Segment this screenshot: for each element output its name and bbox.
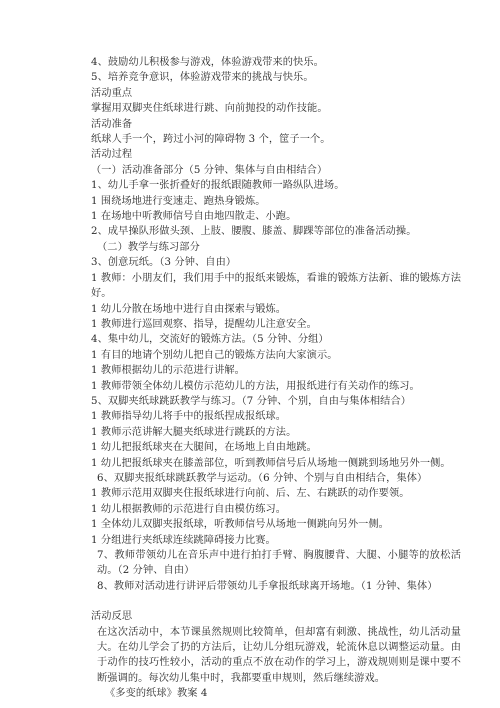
text-line: 1 教师根据幼儿的示范进行讲解。 bbox=[91, 365, 245, 377]
text-line: 纸球人手一个，跨过小河的障碍物 3 个，筐子一个。 bbox=[91, 134, 331, 146]
text-line: 1、幼儿手拿一张折叠好的报纸跟随教师一路纵队进场。 bbox=[91, 180, 345, 192]
text-line: 1 教师指导幼儿将手中的报纸捏成报纸球。 bbox=[91, 411, 287, 423]
text-line: 1 全体幼儿双脚夹报纸球，听教师信号从场地一侧跳向另外一侧。 bbox=[91, 519, 389, 531]
text-line: 1 教师带领全体幼儿模仿示范幼儿的方法，用报纸进行有关动作的练习。 bbox=[91, 380, 420, 392]
text-line: 1 幼儿把报纸球夹在大腿间，在场地上自由地跳。 bbox=[91, 442, 317, 454]
text-line: 2、成早操队形做头颈、上肢、腰腹、膝盖、脚踝等部位的准备活动操。 bbox=[91, 226, 417, 238]
text-paragraph: 1 教师：小朋友们，我们用手中的报纸来锻炼，看谁的锻炼方法新、谁的锻炼方法好。 bbox=[91, 272, 461, 300]
text-line: （二）教学与练习部分 bbox=[97, 241, 200, 253]
document-page bbox=[91, 55, 461, 702]
text-line: 1 幼儿分散在场地中进行自由探索与锻炼。 bbox=[91, 303, 287, 315]
text-line: 4、鼓励幼儿积极参与游戏，体验游戏带来的快乐。 bbox=[91, 57, 324, 68]
text-line: 1 幼儿根据教师的示范进行自由模仿练习。 bbox=[91, 503, 287, 515]
text-line: 掌握用双脚夹住纸球进行跳、向前抛投的动作技能。 bbox=[91, 103, 328, 115]
text-line: 1 在场地中听教师信号自由地四散走、小跑。 bbox=[91, 211, 297, 223]
text-line: 1 教师进行巡回观察、指导，提醒幼儿注意安全。 bbox=[91, 318, 317, 330]
text-line: 1 围绕场地进行变速走、跑热身锻炼。 bbox=[91, 195, 266, 207]
text-paragraph: 7、教师带领幼儿在音乐声中进行拍打手臂、胸腹腰背、大腿、小腿等的放松活动。（2 分钟、自由） bbox=[97, 550, 461, 577]
text-line: 6、双脚夹报纸球跳跃教学与运动。（6 分钟、个别与自由相结合，集体） bbox=[97, 472, 428, 484]
text-line: 5、培养竞争意识，体验游戏带来的挑战与快乐。 bbox=[91, 72, 314, 84]
text-paragraph: 1 幼儿把报纸球夹在膝盖部位，听到教师信号后从场地一侧跳到场地另外一侧。 bbox=[91, 457, 451, 469]
text-line: 1 有目的地请个别幼儿把自己的锻炼方法向大家演示。 bbox=[91, 349, 338, 361]
text-line: 1 分组进行夹纸球连续跳障碍接力比赛。 bbox=[91, 534, 276, 546]
section-heading: 活动重点 bbox=[91, 87, 133, 99]
section-heading: 活动反思 bbox=[91, 611, 133, 623]
text-line: 1 教师示范用双脚夹住报纸球进行向前、后、左、右跳跃的动作要领。 bbox=[91, 488, 410, 500]
text-paragraph: 在这次活动中，本节课虽然规则比较简单，但却富有刺激、挑战性，幼儿活动量大。在幼儿学会了扔的方法后，让幼儿分组玩游戏，轮流休息以调整运动量。由于动作的技巧性较小，活动的重点不放在动作的学习上，游戏规则则是课中要不断强调的。每次幼儿集中时，我都要重申规则，然后继续游戏。 bbox=[97, 626, 461, 684]
text-line: （一）活动准备部分（5 分钟、集体与自由相结合） bbox=[91, 164, 328, 176]
section-heading: 活动过程 bbox=[91, 149, 133, 161]
text-line: 3、创意玩纸。（3 分钟、自由） bbox=[91, 257, 237, 269]
paragraph-gap bbox=[91, 594, 461, 609]
document-title: 《多变的纸球》教案 4 bbox=[105, 688, 208, 700]
text-line: 5、双脚夹纸球跳跃教学与练习。（7 分钟、个别，自由与集体相结合） bbox=[91, 395, 412, 407]
section-heading: 活动准备 bbox=[91, 118, 133, 130]
text-line: 8、教师对活动进行讲评后带领幼儿手拿报纸球离开场地。（1 分钟、集体） bbox=[97, 580, 438, 592]
text-line: 4、集中幼儿，交流好的锻炼方法。（5 分钟、分组） bbox=[91, 334, 329, 346]
text-line: 1 教师示范讲解大腿夹纸球进行跳跃的方法。 bbox=[91, 426, 297, 438]
